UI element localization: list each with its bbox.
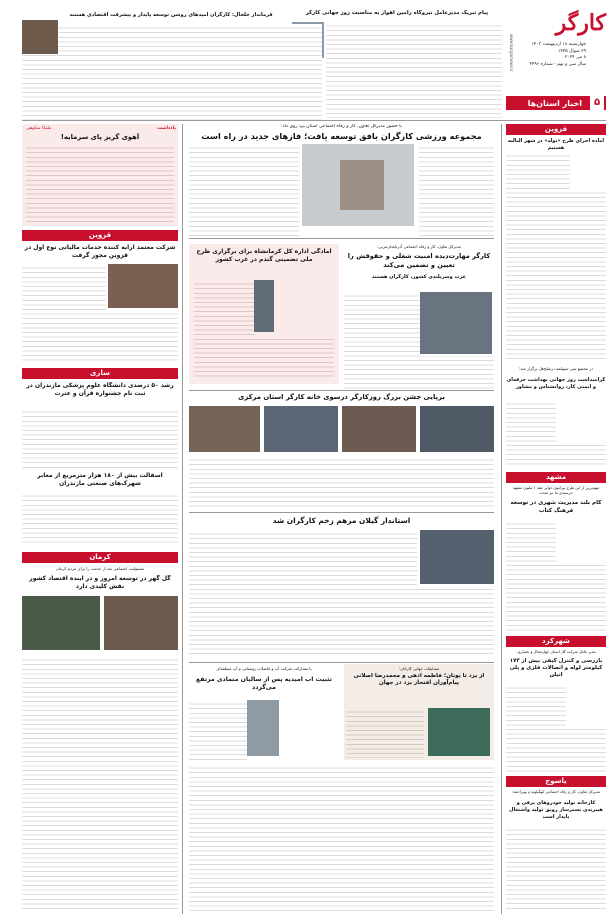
- right-headline-4: بازرسی و کنترل کیفی بیش از ۱۷۳ کیلومتر لوله و اتصالات فلزی و پلی اتیلن: [509, 658, 603, 679]
- masthead-logo: [516, 8, 606, 40]
- top-headline-1: پیام تبریک مدیرعامل نیروگاه رامین اهواز به مناسبت روز جهانی کارگر: [305, 10, 489, 16]
- section-label-left-qazvin: قزوین: [22, 230, 178, 241]
- markazi-photo-4: [189, 406, 260, 452]
- main-headline: مجموعه ورزشی کارگران بافق توسعه یافت؛ فازهای جدید در راه است: [201, 131, 482, 141]
- yazd-kicker: مسابقات جهانی کاراتان:: [398, 666, 440, 671]
- page-label: اخبار استان‌ها: [527, 98, 582, 108]
- gilan-photo: [420, 530, 494, 584]
- note-title: آهوی گریز پای سرمایه!: [60, 133, 140, 141]
- note-label: یادداشت: [157, 126, 176, 131]
- col2-photo: [420, 292, 492, 354]
- top-body-2: [22, 24, 322, 120]
- left-headline-4: گل گهر در توسعه امروز و در آینده اقتصاد کشور نقش کلیدی دارد: [29, 575, 171, 590]
- note-author: ملیکا شکوهی: [26, 126, 52, 131]
- top-headline-2: فرماندار خلخال: کارگران امیدهای روشن توسعه پایدار و پیشرفت اقتصادی هستند: [69, 12, 273, 18]
- left-photo-4a: [22, 596, 100, 650]
- left-headline-1: شرکت معتمد ارایه کننده خدمات مالیاتی نوع اول در قزوین مجوز گرفت: [24, 244, 176, 259]
- right-body-2: [506, 400, 606, 468]
- issue-number: سال سی و نهم - شماره ۴۴۹۶: [529, 61, 586, 67]
- masthead-date: [506, 42, 586, 68]
- left-photo-1: [108, 264, 178, 308]
- left-headline-3: آسفالت بیش از ۱۸۰ هزار مترمربع از معابر شهرک‌های صنعتی مازندران: [37, 472, 163, 487]
- right-kicker-5: مدیرکل تعاون، کار و رفاه اجتماعی کهگیلویه و بویراحمد:: [511, 789, 601, 794]
- left-kicker-4: مسئولیت اجتماعی بعد از خدمت را برای مردم کرمان: [55, 566, 144, 571]
- yazd-divider: [189, 662, 494, 663]
- left-body-3: [22, 492, 178, 546]
- main-body-col1: [419, 144, 494, 236]
- gilan-headline: استاندار گیلان مرهم زخم کارگران شد: [272, 516, 411, 525]
- gilan-divider: [189, 512, 494, 513]
- markazi-divider: [189, 390, 494, 391]
- main-kicker: با حضور مدیرکل تعاون، کار و رفاه اجتماعی استان یزد روی داد:: [281, 124, 402, 129]
- note-body: [26, 144, 174, 224]
- left-photo-4b: [104, 596, 178, 650]
- col2-subheadline: عزت وسربلندی کشور، کارگران هستند: [371, 274, 467, 280]
- zanjan-headline: تثبیت آب امیدیه پس از سالیان متمادی مرتفع می‌گردد: [196, 676, 332, 692]
- right-kicker-4: مدیر عامل شرکت گاز استان چهارمحال و بختیاری:: [516, 649, 596, 654]
- date-line: ۲۹ شوال ۱۴۴۵: [558, 48, 586, 54]
- col2-kicker: مدیرکل تعاون، کار و رفاه اجتماعی آذربایجان‌غربی:: [377, 244, 461, 249]
- page-banner: [506, 96, 606, 110]
- right-kicker-3: مهم‌ترین از این طرح پیرامون دوایر عقد ۱ ملیون مشهد خرسندی ما نیز شدت: [512, 485, 600, 495]
- top-photo-2: [22, 20, 58, 54]
- date-line: چهارشنبه ۱۸ اردیبهشت ۱۴۰۳: [531, 42, 586, 47]
- section-label-qazvin: قزوین: [506, 124, 606, 135]
- right-body-3: [506, 520, 606, 632]
- bottom-body: [189, 764, 494, 912]
- right-body-4: [506, 684, 606, 772]
- left-body-2: [22, 408, 178, 468]
- page-number-badge: ۵: [590, 96, 604, 110]
- right-body-1: [506, 152, 606, 362]
- yazd-headline: از یزد تا یونان؛ فاطمه ادهی و محمدرضا اصلانی پیام‌آوران افتخار یزد در جهان: [353, 673, 485, 687]
- markazi-photo-3: [264, 406, 338, 452]
- right-headline-3: گام بلند مدیریت شهری در توسعه فرهنگ کتاب: [510, 500, 602, 514]
- left-body-4: [22, 656, 178, 912]
- col3-headline: آمادگی اداره کل کرمانشاه برای برگزاری طرح ملی تضمینی گندم در غرب کشور: [196, 248, 332, 264]
- right-body-5: [506, 826, 606, 912]
- left-col-divider: [182, 124, 183, 914]
- date-line: ۸ می ۲۰۲۴: [564, 55, 586, 60]
- section-label-shahrekord: شهرکرد: [506, 636, 606, 647]
- yazd-photo: [428, 708, 490, 756]
- right-headline-2: گرامیداشت روز جهانی بهداشت حرفه‌ای و ایمنی کار، روانشناس و مشاور: [506, 377, 606, 390]
- section-label-yasuj: یاسوج: [506, 776, 606, 787]
- section-label-sari: ساری: [22, 368, 178, 379]
- zanjan-kicker: با مشارکت شرکت آب و فاضلاب روستایی و آب منطقه‌ای: [216, 666, 312, 671]
- section-label-mashhad: مشهد: [506, 472, 606, 483]
- url-vertical: www.kargarnews.ir: [509, 34, 514, 72]
- markazi-photo-1: [420, 406, 494, 452]
- yazd-body: [346, 708, 424, 758]
- col2-headline: کارگر مهارت‌دیده امنیت شغلی و حقوقش را تعیین و تضمین می‌کند: [347, 252, 491, 269]
- right-headline-1: آماده اجرای طرح «تولد» در شهر البالیه هستیم: [507, 138, 605, 151]
- logo-text: کارگر: [555, 10, 606, 36]
- right-headline-5: کارخانه تولید خودروهای برقی و هیبریدی بسترساز رونق تولید واشتغال پایدار است: [509, 800, 603, 820]
- top-divider: [22, 120, 606, 121]
- top-body-1: [326, 22, 502, 118]
- section-label-kerman: کرمان: [22, 552, 178, 563]
- main-body-col2: [189, 144, 299, 236]
- main-divider: [189, 238, 494, 239]
- left-headline-2: رشد ۵۰ درصدی دانشگاه علوم پزشکی مازندران در ثبت نام جشنواره قرآن و عترت: [26, 382, 174, 397]
- main-photo-overlay: [340, 160, 384, 210]
- right-col-divider: [501, 124, 502, 914]
- markazi-headline: برپایی جشن بزرگ روزکارگر درسوی خانه کارگر استان مرکزی: [238, 393, 445, 401]
- right-kicker-2: در مجتمع سی سوپلمه درصلح‌هل برگزار شد:: [518, 366, 594, 371]
- markazi-photo-2: [342, 406, 416, 452]
- markazi-body: [189, 456, 494, 508]
